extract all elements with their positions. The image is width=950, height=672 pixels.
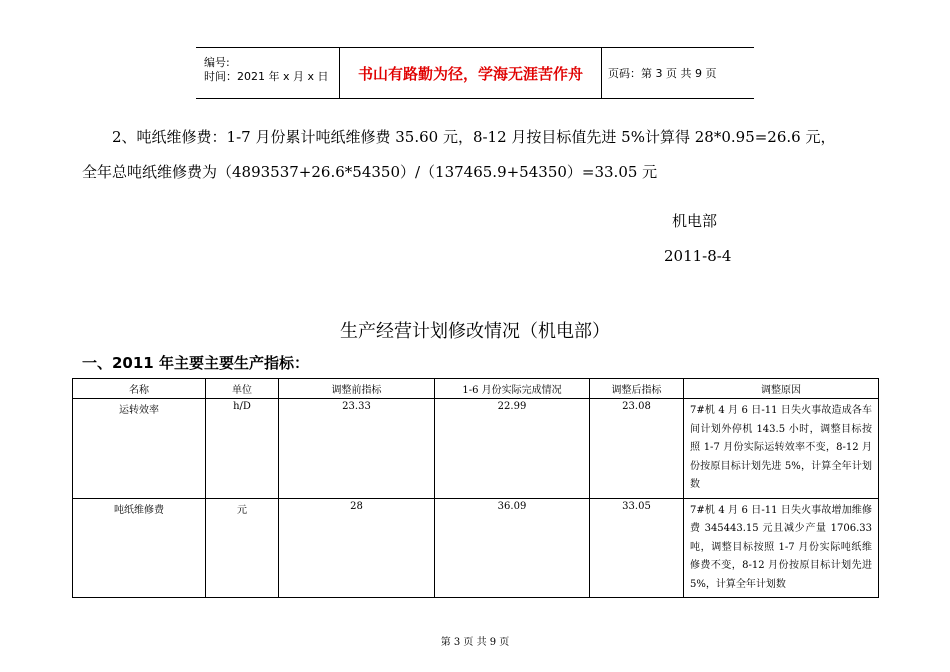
col-header-before: 调整前指标: [279, 379, 435, 399]
time-label: 时间：2021 年 x 月 x 日: [204, 70, 329, 83]
col-header-reason: 调整原因: [684, 379, 879, 399]
doc-title: 生产经营计划修改情况（机电部）: [340, 321, 610, 342]
cell-before: 23.33: [279, 399, 435, 499]
col-header-after: 调整后指标: [590, 379, 684, 399]
cell-before: 28: [279, 498, 435, 598]
cell-actual: 36.09: [435, 498, 590, 598]
header-meta-cell: [196, 48, 340, 98]
motto: 书山有路勤为径，学海无涯苦作舟: [357, 64, 583, 83]
page-header: [196, 47, 754, 99]
header-page-cell: [602, 48, 754, 98]
page-footer: 第 3 页 共 9 页: [440, 637, 510, 648]
signature-dept: 机电部: [672, 212, 718, 230]
cell-name: 吨纸维修费: [73, 498, 206, 598]
cell-reason: 7#机 4 月 6 日-11 日失火事故增加维修费 345443.15 元且减少产量 1706.33 吨，调整目标按照 1-7 月份实际吨纸维修费不变，8-12 月份按原目标计划先进 5%，计算全年计划数: [684, 498, 879, 598]
number-label: 编号:: [204, 56, 230, 69]
table-row: [73, 399, 879, 499]
header-motto-cell: [340, 48, 602, 98]
paragraph-line-2: 全年总吨纸维修费为（4893537+26.6*54350）/（137465.9+54350）=33.05 元: [82, 163, 658, 181]
cell-after: 33.05: [590, 498, 684, 598]
cell-name: 运转效率: [73, 399, 206, 499]
page-label: 页码：第 3 页 共 9 页: [608, 67, 717, 80]
indicator-table: [72, 378, 879, 598]
cell-unit: h/D: [206, 399, 279, 499]
paragraph-line-1: 2、吨纸维修费：1-7 月份累计吨纸维修费 35.60 元，8-12 月按目标值先进 5%计算得 28*0.95=26.6 元，: [112, 128, 836, 146]
cell-after: 23.08: [590, 399, 684, 499]
cell-unit: 元: [206, 498, 279, 598]
cell-reason: 7#机 4 月 6 日-11 日失火事故造成各车间计划外停机 143.5 小时，调整目标按照 1-7 月份实际运转效率不变，8-12 月份按原目标计划先进 5%，计算全年计划数: [684, 399, 879, 499]
col-header-unit: 单位: [206, 379, 279, 399]
cell-actual: 22.99: [435, 399, 590, 499]
col-header-name: 名称: [73, 379, 206, 399]
signature-date: 2011-8-4: [664, 247, 732, 265]
table-header-row: [73, 379, 879, 399]
table-row: [73, 498, 879, 598]
col-header-actual: 1-6 月份实际完成情况: [435, 379, 590, 399]
section-heading: 一、2011 年主要主要生产指标：: [82, 354, 309, 372]
